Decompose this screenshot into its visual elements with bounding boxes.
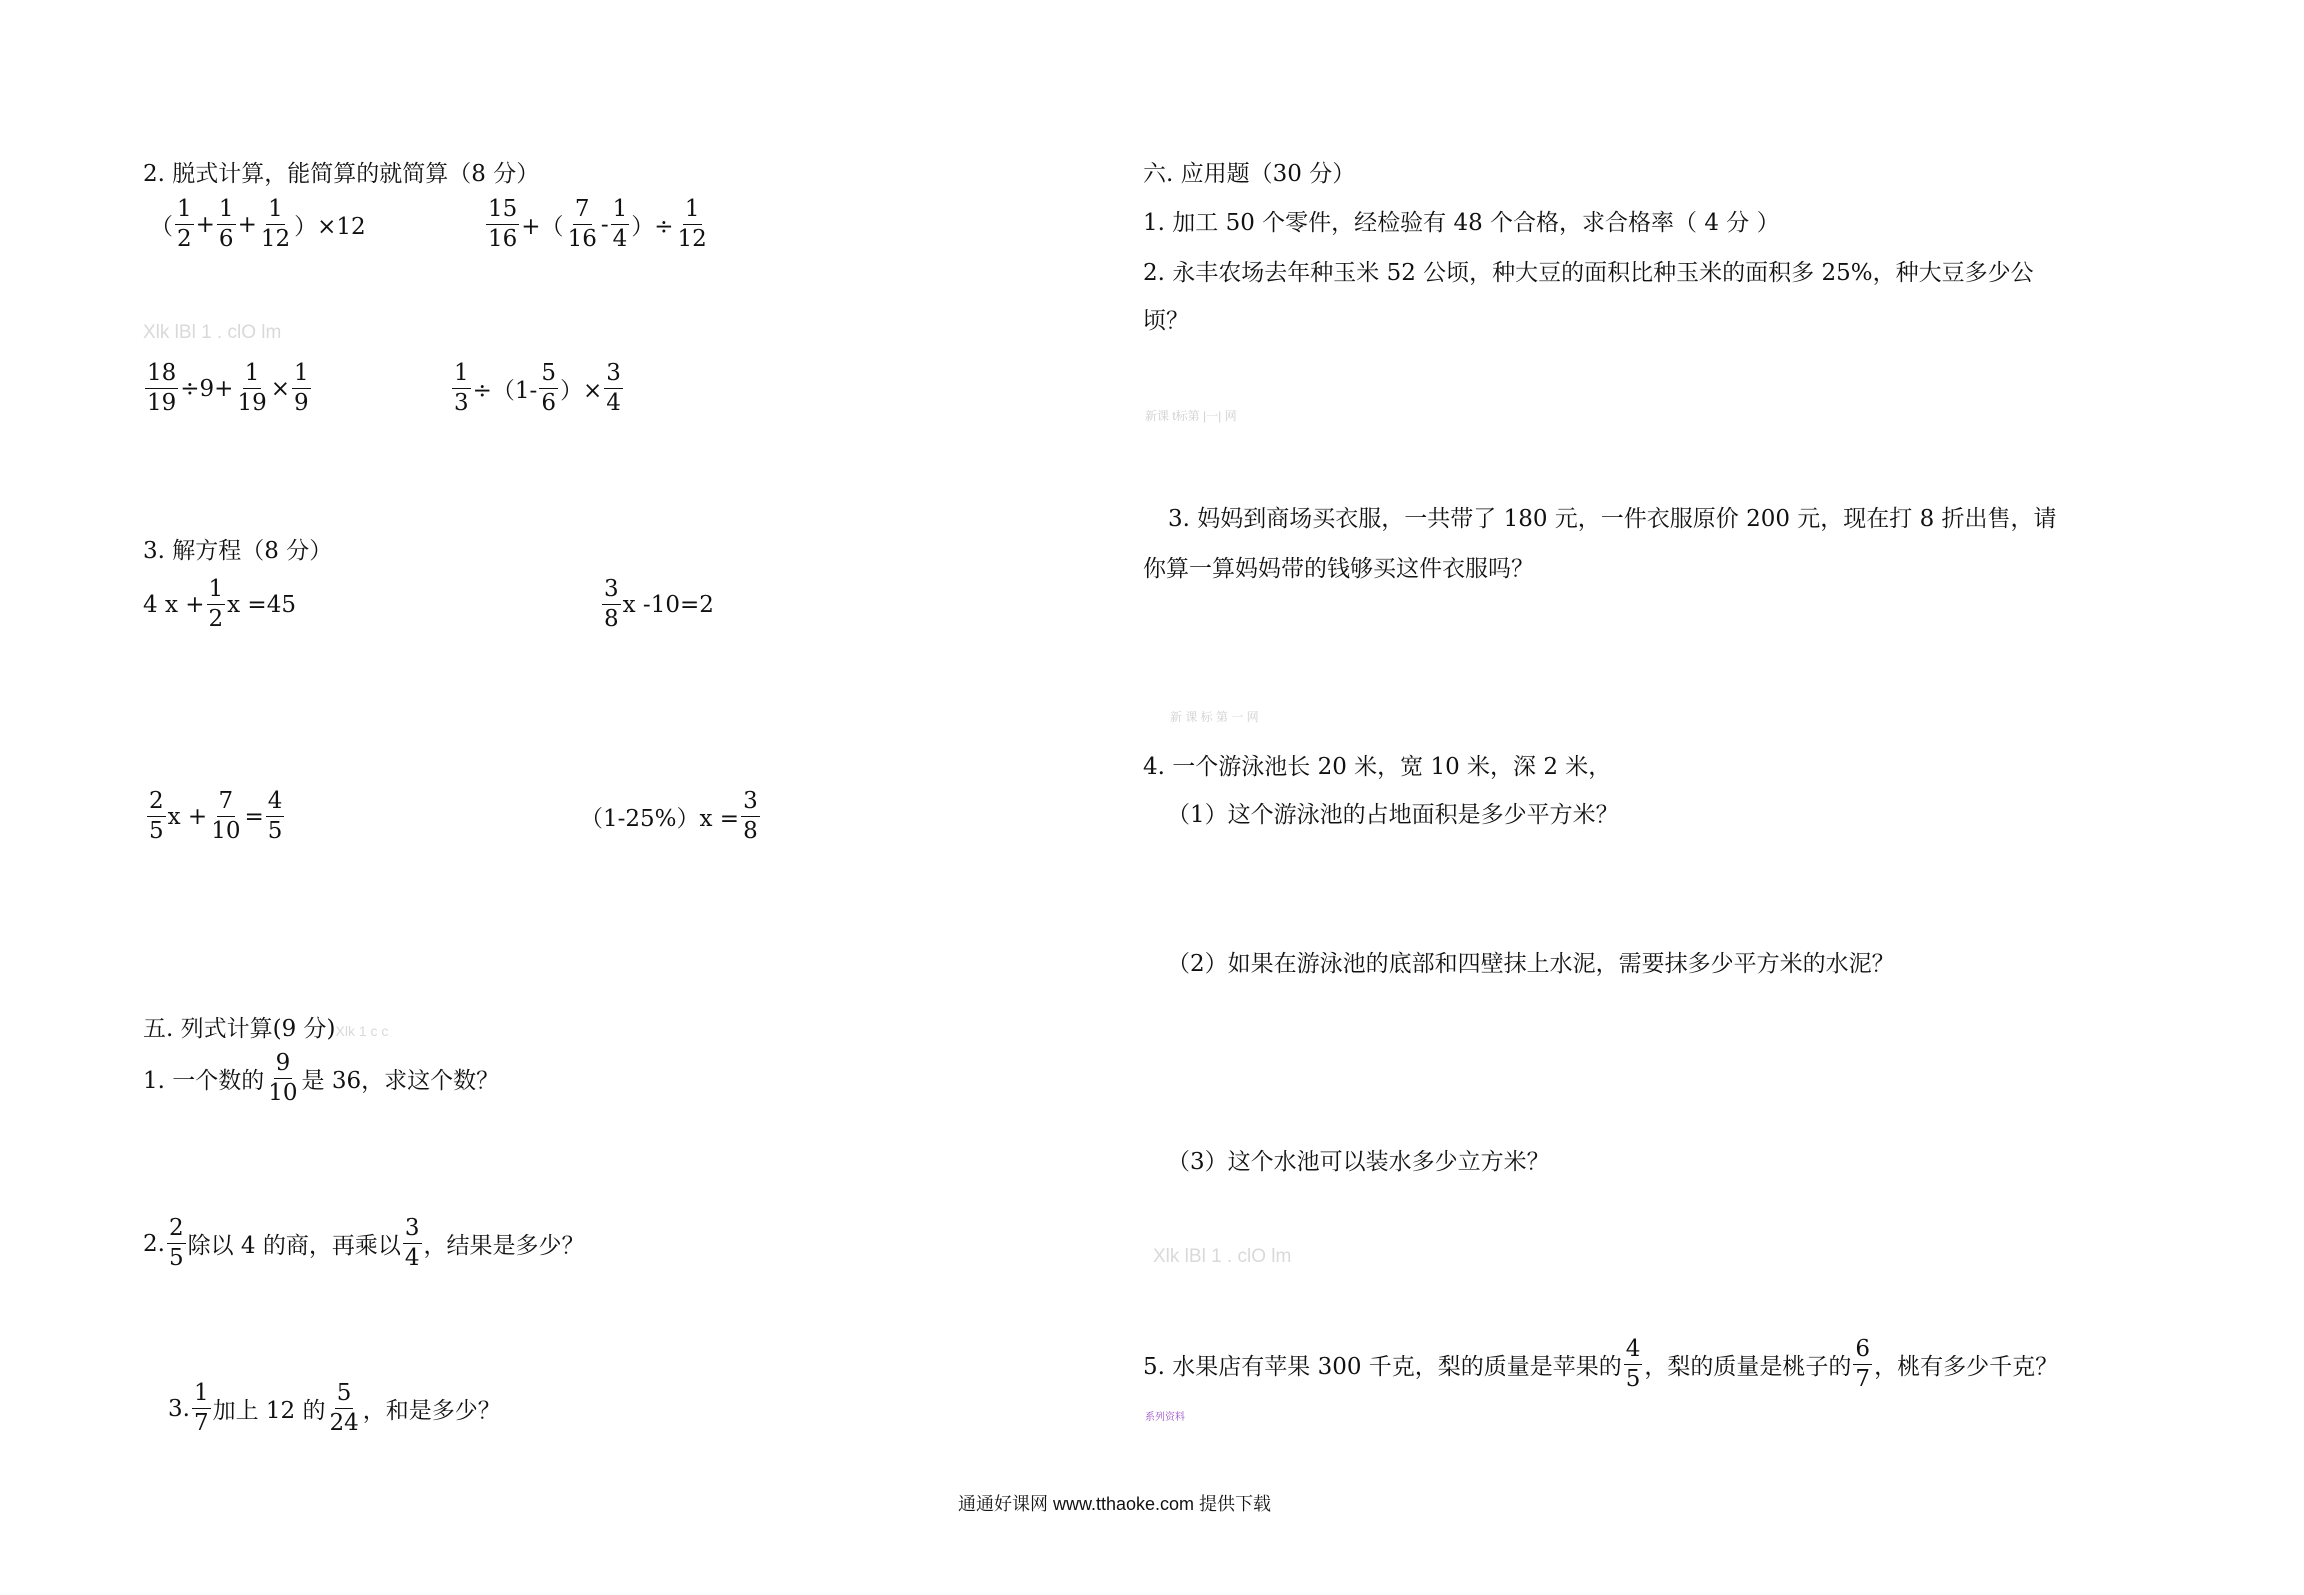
q2-title: 2. 脱式计算，能简算的就简算（8 分） [143, 161, 540, 187]
q5-item-2: 2. $\frac{2}{5}$ 除以 4 的商，再乘以 $\frac{3}{4}$ ，结果是多少？ [143, 1215, 585, 1271]
fraction: $\frac{3}{4}$ [404, 1215, 420, 1271]
watermark: Xlk lBl 1 . clO lm [143, 322, 282, 343]
q3-equation-2: $\frac{3}{8}$ x -10=2 [604, 576, 714, 632]
q5-title: 五. 列式计算(9 分)Xlk 1 c c [143, 1016, 389, 1042]
fraction: $\frac{1}{7}$ [193, 1380, 209, 1436]
problem-5: 5. 水果店有苹果 300 千克，梨的质量是苹果的 $\frac{4}{5}$ ，梨的质量是桃子的 $\frac{6}{7}$ ，桃有多少千克？ [1143, 1336, 2059, 1392]
fraction: $\frac{5}{24}$ [329, 1380, 359, 1436]
fraction: $\frac{4}{5}$ [267, 788, 283, 844]
q2-expression-3: $\frac{18}{19}$ ÷9+ $\frac{1}{19}$ × $\frac{1}{9}$ [147, 360, 309, 416]
q2-expression-4: $\frac{1}{3}$ ÷（1- $\frac{5}{6}$ ）× $\frac{3}{4}$ [454, 360, 621, 416]
fraction: $\frac{1}{12}$ [677, 196, 707, 252]
q3-equation-1: 4 x + $\frac{1}{2}$ x =45 [143, 576, 296, 632]
problem-4-part-2: （2）如果在游泳池的底部和四壁抹上水泥，需要抹多少平方米的水泥？ [1167, 951, 1895, 977]
fraction: $\frac{7}{10}$ [211, 788, 241, 844]
fraction: $\frac{1}{2}$ [208, 576, 224, 632]
q3-equation-4: （1-25%）x = $\frac{3}{8}$ [580, 788, 758, 844]
q3-title: 3. 解方程（8 分） [143, 538, 333, 564]
fraction: $\frac{1}{3}$ [454, 360, 469, 416]
watermark: Xlk 1 c c [335, 1023, 389, 1039]
fraction: $\frac{3}{4}$ [606, 360, 621, 416]
fraction: $\frac{1}{4}$ [612, 196, 628, 252]
problem-4-part-3: （3）这个水池可以装水多少立方米？ [1167, 1149, 1550, 1175]
q3-equation-3: $\frac{2}{5}$ x + $\frac{7}{10}$ = $\frac{4}{5}$ [149, 788, 283, 844]
fraction: $\frac{1}{6}$ [218, 196, 234, 252]
section-6-title: 六. 应用题（30 分） [1143, 161, 1356, 187]
fraction: $\frac{1}{2}$ [177, 196, 192, 252]
fraction: $\frac{7}{16}$ [567, 196, 597, 252]
fraction: $\frac{1}{19}$ [237, 360, 267, 416]
q5-item-1: 1. 一个数的 $\frac{9}{10}$ 是 36，求这个数？ [143, 1050, 500, 1106]
fraction: $\frac{5}{6}$ [541, 360, 556, 416]
watermark: 新 课 标 第 一 网 [1170, 710, 1259, 724]
fraction: $\frac{2}{5}$ [168, 1215, 184, 1271]
fraction: $\frac{18}{19}$ [147, 360, 177, 416]
series-link[interactable]: 系列资料 [1145, 1412, 1185, 1423]
q5-item-3: 3. $\frac{1}{7}$ 加上 12 的 $\frac{5}{24}$ ，和是多少？ [168, 1380, 501, 1436]
fraction: $\frac{1}{9}$ [294, 360, 309, 416]
fraction: $\frac{4}{5}$ [1625, 1336, 1641, 1392]
fraction: $\frac{1}{12}$ [260, 196, 291, 252]
problem-1: 1. 加工 50 个零件，经检验有 48 个合格，求合格率（ 4 分 ） [1143, 210, 1780, 236]
fraction: $\frac{6}{7}$ [1855, 1336, 1871, 1392]
watermark: 新课 t标第 |一| 网 [1145, 409, 1237, 423]
fraction: $\frac{3}{8}$ [604, 576, 619, 632]
problem-4-part-1: （1）这个游泳池的占地面积是多少平方米？ [1167, 802, 1619, 828]
watermark: Xlk lBl 1 . clO lm [1153, 1246, 1292, 1267]
problem-4: 4. 一个游泳池长 20 米，宽 10 米，深 2 米， [1143, 754, 1612, 780]
problem-3-line-2: 你算一算妈妈带的钱够买这件衣服吗？ [1143, 556, 1534, 582]
q2-expression-2: $\frac{15}{16}$ +（ $\frac{7}{16}$ - $\frac{1}{4}$ ）÷ $\frac{1}{12}$ [488, 196, 707, 252]
problem-2-line-1: 2. 永丰农场去年种玉米 52 公顷，种大豆的面积比种玉米的面积多 25%，种大豆多少公 [1143, 260, 2034, 286]
q2-expression-1: （ $\frac{1}{2}$ + $\frac{1}{6}$ + $\frac{1}{12}$ ）×12 [150, 196, 366, 252]
fraction: $\frac{9}{10}$ [268, 1050, 298, 1106]
footer-source: 通通好课网 www.tthaoke.com 提供下载 [958, 1494, 1272, 1514]
fraction: $\frac{2}{5}$ [149, 788, 164, 844]
fraction: $\frac{3}{8}$ [743, 788, 758, 844]
problem-2-line-2: 顷？ [1143, 308, 1189, 334]
problem-3-line-1: 3. 妈妈到商场买衣服，一共带了 180 元，一件衣服原价 200 元，现在打 8 折出售，请 [1168, 506, 2057, 532]
fraction: $\frac{15}{16}$ [488, 196, 518, 252]
